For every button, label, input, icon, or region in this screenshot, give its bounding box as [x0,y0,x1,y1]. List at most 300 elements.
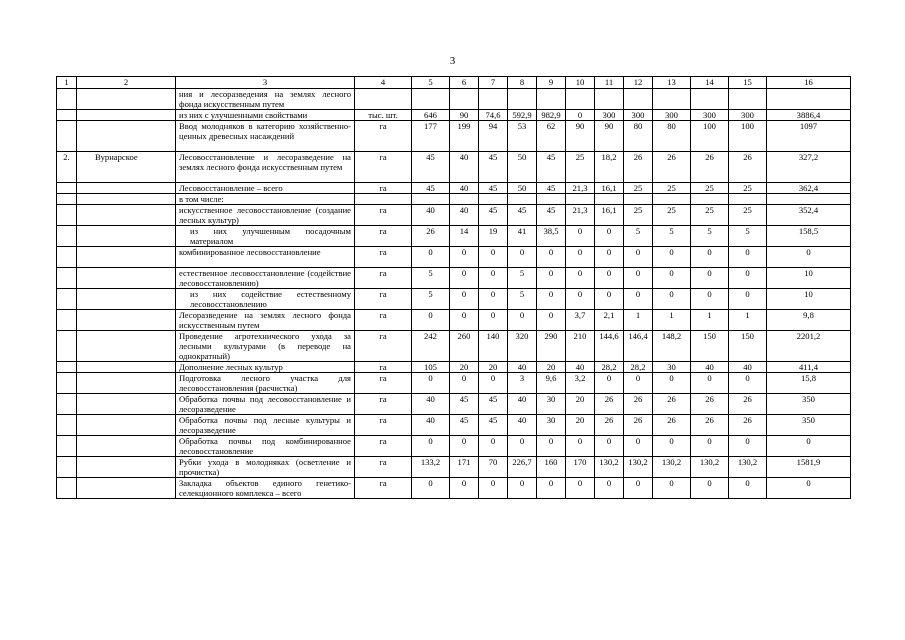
value-cell: 646 [412,110,450,121]
unit-cell: га [355,362,412,373]
value-cell: 290 [537,331,566,362]
value-cell: 411,4 [767,362,851,373]
unit-cell: га [355,373,412,394]
value-cell [595,194,624,205]
value-cell [729,89,767,110]
header-cell: 2 [77,77,176,89]
value-cell: 40 [508,362,537,373]
value-cell: 327,2 [767,152,851,183]
activity-name-cell: из них улучшенным посадочным материалом [176,226,355,247]
value-cell: 0 [508,310,537,331]
table-row [57,268,851,289]
value-cell: 53 [508,121,537,152]
value-cell: 26 [595,394,624,415]
value-cell: 26 [691,152,729,183]
header-cell: 1 [57,77,77,89]
forestry-name-cell [77,394,176,415]
value-cell [508,194,537,205]
unit-cell: га [355,205,412,226]
value-cell: 130,2 [653,457,691,478]
value-cell: 0 [479,310,508,331]
value-cell: 5 [691,226,729,247]
table-row [57,331,851,362]
value-cell: 25 [624,205,653,226]
table-row [57,89,851,110]
value-cell: 80 [624,121,653,152]
row-number-cell [57,331,77,362]
forestry-name-cell [77,121,176,152]
value-cell [450,194,479,205]
value-cell: 5 [729,226,767,247]
value-cell: 130,2 [624,457,653,478]
value-cell: 40 [412,415,450,436]
value-cell: 20 [537,362,566,373]
unit-cell: га [355,289,412,310]
value-cell: 26 [624,394,653,415]
forestry-name-cell [77,331,176,362]
header-cell: 14 [691,77,729,89]
row-number-cell [57,436,77,457]
value-cell: 45 [479,183,508,194]
header-cell: 16 [767,77,851,89]
table-row [57,310,851,331]
value-cell: 300 [595,110,624,121]
table-row [57,247,851,268]
value-cell: 0 [691,478,729,499]
activity-name-cell: в том числе: [176,194,355,205]
value-cell: 0 [767,478,851,499]
value-cell: 19 [479,226,508,247]
value-cell: 0 [729,478,767,499]
table-row [57,373,851,394]
unit-cell: га [355,268,412,289]
value-cell: 242 [412,331,450,362]
value-cell: 9,6 [537,373,566,394]
value-cell [767,194,851,205]
value-cell: 45 [412,152,450,183]
value-cell [767,89,851,110]
value-cell: 0 [691,436,729,457]
value-cell: 0 [624,436,653,457]
value-cell: 0 [653,478,691,499]
value-cell: 0 [729,268,767,289]
value-cell: 45 [537,183,566,194]
value-cell: 0 [566,110,595,121]
value-cell: 0 [595,436,624,457]
activity-name-cell: комбинированное лесовосстановление [176,247,355,268]
value-cell: 0 [729,436,767,457]
table-row [57,436,851,457]
forestry-name-cell [77,457,176,478]
value-cell: 0 [729,373,767,394]
value-cell: 146,4 [624,331,653,362]
value-cell: 25 [624,183,653,194]
row-number-cell [57,310,77,331]
unit-cell [355,194,412,205]
value-cell: 0 [566,436,595,457]
row-number-cell [57,268,77,289]
unit-cell: га [355,394,412,415]
value-cell: 21,3 [566,183,595,194]
value-cell: 3886,4 [767,110,851,121]
table-row [57,110,851,121]
value-cell: 0 [412,373,450,394]
activity-name-cell: Лесовосстановление и лесоразведение на землях лесного фонда искусственным путем [176,152,355,183]
row-number-cell [57,373,77,394]
value-cell: 25 [729,183,767,194]
value-cell: 1 [624,310,653,331]
value-cell: 16,1 [595,183,624,194]
activity-name-cell: Ввод молодняков в категорию хозяйственно-ценных древесных насаждений [176,121,355,152]
value-cell: 94 [479,121,508,152]
value-cell: 140 [479,331,508,362]
table-header-row [57,77,851,89]
value-cell [729,194,767,205]
value-cell: 25 [691,183,729,194]
value-cell: 0 [566,478,595,499]
value-cell: 199 [450,121,479,152]
value-cell: 320 [508,331,537,362]
value-cell: 25 [691,205,729,226]
value-cell [691,89,729,110]
value-cell: 40 [691,362,729,373]
value-cell: 0 [691,373,729,394]
header-cell: 9 [537,77,566,89]
value-cell: 350 [767,394,851,415]
value-cell: 210 [566,331,595,362]
activity-name-cell: из них с улучшенными свойствами [176,110,355,121]
value-cell: 26 [624,415,653,436]
value-cell: 40 [508,394,537,415]
row-number-cell [57,121,77,152]
forestry-name-cell [77,110,176,121]
value-cell: 25 [653,183,691,194]
value-cell: 0 [450,478,479,499]
value-cell: 40 [412,205,450,226]
value-cell: 300 [653,110,691,121]
value-cell: 20 [566,394,595,415]
value-cell: 45 [412,183,450,194]
value-cell: 0 [508,478,537,499]
value-cell: 100 [729,121,767,152]
value-cell: 5 [412,289,450,310]
row-number-cell: 2. [57,152,77,183]
value-cell: 0 [479,247,508,268]
value-cell: 26 [691,394,729,415]
value-cell [566,89,595,110]
value-cell: 80 [653,121,691,152]
header-cell: 6 [450,77,479,89]
value-cell: 300 [691,110,729,121]
value-cell: 0 [412,478,450,499]
value-cell: 10 [767,268,851,289]
value-cell [624,194,653,205]
value-cell: 30 [537,394,566,415]
row-number-cell [57,394,77,415]
header-cell: 13 [653,77,691,89]
value-cell: 40 [412,394,450,415]
value-cell: 40 [450,183,479,194]
forestry-name-cell [77,415,176,436]
value-cell: 0 [537,268,566,289]
forestry-name-cell [77,289,176,310]
value-cell [537,89,566,110]
unit-cell: тыс. шт. [355,110,412,121]
forestry-name-cell: Вурнарское [77,152,176,183]
table-row [57,394,851,415]
value-cell: 160 [537,457,566,478]
value-cell: 2,1 [595,310,624,331]
value-cell: 20 [566,415,595,436]
value-cell [537,194,566,205]
value-cell: 0 [691,289,729,310]
value-cell: 0 [537,310,566,331]
forestry-name-cell [77,89,176,110]
value-cell: 45 [450,394,479,415]
forestry-name-cell [77,373,176,394]
activity-name-cell: ния и лесоразведения на землях лесного фонда искусственным путем [176,89,355,110]
value-cell: 0 [624,289,653,310]
header-cell: 11 [595,77,624,89]
row-number-cell [57,478,77,499]
table-row [57,478,851,499]
activity-name-cell: Проведение агротехнического ухода за лесными культурами (в переводе на однократный) [176,331,355,362]
activity-name-cell: Дополнение лесных культур [176,362,355,373]
value-cell: 25 [653,205,691,226]
header-cell: 5 [412,77,450,89]
value-cell: 10 [767,289,851,310]
value-cell: 130,2 [691,457,729,478]
row-number-cell [57,247,77,268]
value-cell: 3 [508,373,537,394]
value-cell: 45 [508,205,537,226]
value-cell [412,194,450,205]
value-cell: 28,2 [624,362,653,373]
value-cell: 0 [450,268,479,289]
value-cell: 5 [653,226,691,247]
value-cell [508,89,537,110]
value-cell: 0 [624,247,653,268]
value-cell [595,89,624,110]
value-cell: 0 [653,373,691,394]
value-cell: 26 [595,415,624,436]
value-cell: 150 [691,331,729,362]
value-cell: 0 [595,289,624,310]
value-cell: 130,2 [595,457,624,478]
value-cell: 21,3 [566,205,595,226]
value-cell: 0 [479,478,508,499]
row-number-cell [57,226,77,247]
activity-name-cell: Подготовка лесного участка для лесовосстановления (расчистка) [176,373,355,394]
value-cell: 25 [729,205,767,226]
value-cell: 300 [729,110,767,121]
value-cell: 0 [653,436,691,457]
value-cell: 260 [450,331,479,362]
value-cell [691,194,729,205]
value-cell: 26 [729,394,767,415]
value-cell: 15,8 [767,373,851,394]
value-cell [412,89,450,110]
value-cell: 0 [508,247,537,268]
value-cell: 150 [729,331,767,362]
value-cell: 0 [566,226,595,247]
value-cell: 5 [508,289,537,310]
value-cell: 171 [450,457,479,478]
value-cell: 20 [479,362,508,373]
forestry-name-cell [77,183,176,194]
value-cell: 0 [566,289,595,310]
value-cell [479,89,508,110]
value-cell: 45 [479,205,508,226]
value-cell: 1 [729,310,767,331]
value-cell: 0 [537,289,566,310]
value-cell: 0 [412,436,450,457]
header-cell: 7 [479,77,508,89]
activity-name-cell: искусственное лесовосстановление (создание лесных культур) [176,205,355,226]
value-cell: 1 [653,310,691,331]
value-cell: 1097 [767,121,851,152]
value-cell: 38,5 [537,226,566,247]
table-row [57,226,851,247]
value-cell: 50 [508,152,537,183]
value-cell: 0 [653,289,691,310]
value-cell: 226,7 [508,457,537,478]
value-cell: 90 [595,121,624,152]
value-cell [566,194,595,205]
forestry-name-cell [77,194,176,205]
table-row [57,289,851,310]
table-row [57,415,851,436]
value-cell: 20 [450,362,479,373]
value-cell: 0 [595,247,624,268]
value-cell: 0 [450,373,479,394]
value-cell: 352,4 [767,205,851,226]
unit-cell: га [355,331,412,362]
value-cell: 40 [450,205,479,226]
table-row [57,205,851,226]
value-cell [479,194,508,205]
activity-name-cell: из них содействие естественному лесовосстановлению [176,289,355,310]
forestry-name-cell [77,436,176,457]
value-cell: 5 [624,226,653,247]
activity-name-cell: естественное лесовосстановление (содействие лесовосстановлению) [176,268,355,289]
value-cell: 0 [767,247,851,268]
value-cell: 0 [595,478,624,499]
table-row [57,152,851,183]
row-number-cell [57,110,77,121]
value-cell: 9,8 [767,310,851,331]
value-cell: 40 [450,152,479,183]
activity-name-cell: Лесовосстановление – всего [176,183,355,194]
value-cell: 14 [450,226,479,247]
value-cell: 0 [691,268,729,289]
value-cell: 45 [537,152,566,183]
value-cell: 0 [537,247,566,268]
value-cell: 18,2 [595,152,624,183]
value-cell: 105 [412,362,450,373]
value-cell: 0 [450,436,479,457]
row-number-cell [57,289,77,310]
value-cell: 0 [450,247,479,268]
forestry-name-cell [77,226,176,247]
value-cell: 26 [653,415,691,436]
value-cell: 0 [450,310,479,331]
value-cell: 0 [479,268,508,289]
value-cell: 40 [566,362,595,373]
activity-name-cell: Закладка объектов единого генетико-селекционного комплекса – всего [176,478,355,499]
value-cell: 5 [508,268,537,289]
value-cell: 1 [691,310,729,331]
value-cell: 41 [508,226,537,247]
value-cell: 28,2 [595,362,624,373]
table-row [57,194,851,205]
value-cell: 177 [412,121,450,152]
value-cell: 74,6 [479,110,508,121]
value-cell: 0 [767,436,851,457]
value-cell: 0 [624,373,653,394]
table-row [57,457,851,478]
value-cell: 592,9 [508,110,537,121]
value-cell: 3,7 [566,310,595,331]
activity-name-cell: Обработка почвы под комбинированное лесовосстановление [176,436,355,457]
value-cell: 100 [691,121,729,152]
value-cell: 0 [479,436,508,457]
activity-name-cell: Рубки ухода в молодняках (осветление и прочистка) [176,457,355,478]
value-cell: 26 [653,394,691,415]
unit-cell: га [355,226,412,247]
value-cell: 25 [566,152,595,183]
value-cell: 0 [412,247,450,268]
value-cell: 0 [595,268,624,289]
value-cell: 982,9 [537,110,566,121]
value-cell: 0 [412,310,450,331]
value-cell: 26 [729,415,767,436]
value-cell: 0 [450,289,479,310]
value-cell: 26 [624,152,653,183]
forestry-name-cell [77,205,176,226]
forest-plan-table [56,76,851,499]
value-cell: 148,2 [653,331,691,362]
value-cell: 0 [595,373,624,394]
value-cell: 0 [508,436,537,457]
value-cell: 40 [508,415,537,436]
value-cell: 0 [624,478,653,499]
activity-name-cell: Обработка почвы под лесовосстановление и лесоразведение [176,394,355,415]
value-cell: 350 [767,415,851,436]
value-cell: 158,5 [767,226,851,247]
row-number-cell [57,205,77,226]
value-cell: 130,2 [729,457,767,478]
unit-cell: га [355,478,412,499]
value-cell: 90 [566,121,595,152]
value-cell: 30 [537,415,566,436]
activity-name-cell: Обработка почвы под лесные культуры и лесоразведение [176,415,355,436]
forestry-name-cell [77,268,176,289]
value-cell: 0 [537,436,566,457]
table-row [57,362,851,373]
unit-cell: га [355,457,412,478]
value-cell: 45 [479,152,508,183]
value-cell: 62 [537,121,566,152]
unit-cell: га [355,121,412,152]
value-cell: 0 [537,478,566,499]
row-number-cell [57,183,77,194]
value-cell: 0 [595,226,624,247]
header-cell: 15 [729,77,767,89]
row-number-cell [57,457,77,478]
header-cell: 8 [508,77,537,89]
value-cell: 0 [653,268,691,289]
